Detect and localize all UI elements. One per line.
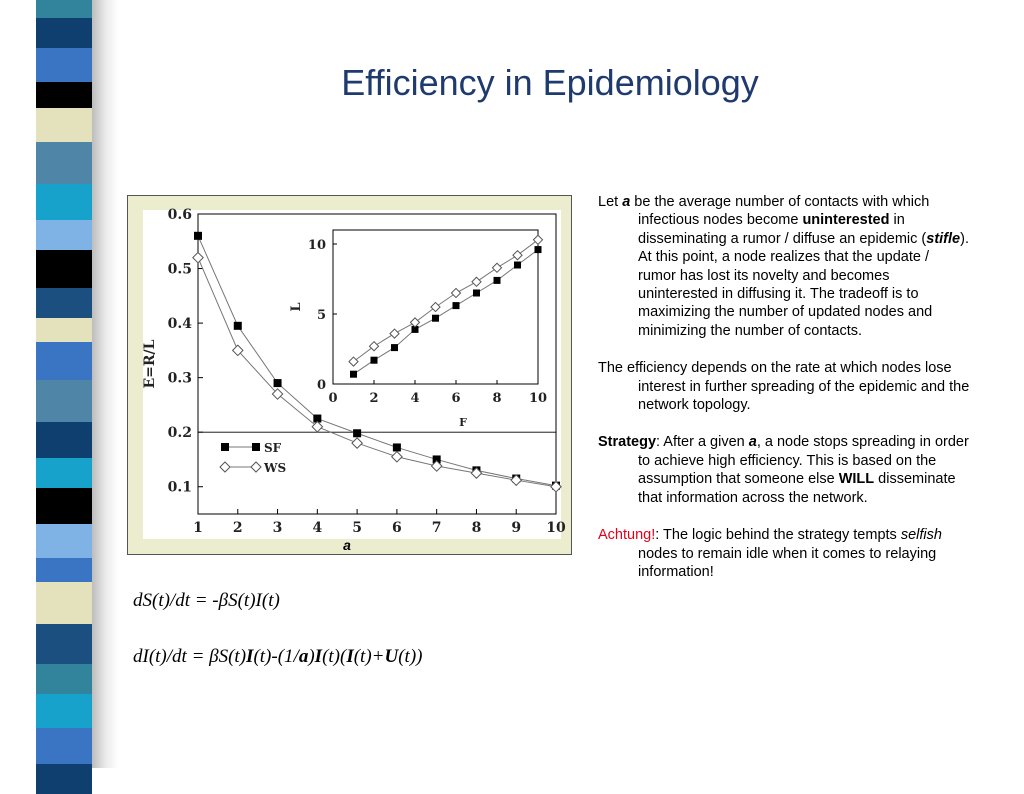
x-tick-label: 4 [312, 520, 323, 536]
y-tick-label: 0.4 [167, 316, 192, 333]
x-tick-label: 10 [546, 520, 566, 536]
legend-marker-SF [221, 443, 229, 451]
stripe-segment [36, 582, 92, 624]
inset-x-tick-label: 4 [410, 391, 420, 406]
stripe-segment [36, 764, 92, 794]
eq2-part: (t)+ [353, 646, 385, 667]
inset-x-tick-label: 2 [369, 391, 379, 406]
y-tick-label: 0.2 [167, 425, 192, 442]
stripe-segment [36, 458, 92, 488]
stripe-segment [36, 728, 92, 764]
x-tick-label: 6 [392, 520, 402, 536]
data-point-SF [371, 357, 378, 364]
chart-panel [127, 195, 572, 555]
data-point-SF [393, 443, 401, 451]
stripe-segment [36, 342, 92, 380]
data-point-SF [514, 262, 521, 269]
data-point-SF [353, 429, 361, 437]
eq2-bold-u: U [384, 646, 399, 667]
data-point-SF [350, 371, 357, 378]
inset-x-tick-label: 0 [328, 391, 338, 406]
x-tick-label: 2 [232, 520, 243, 536]
data-point-SF [453, 302, 460, 309]
stripe-shadow [92, 0, 118, 768]
data-point-SF [432, 315, 439, 322]
y-tick-label: 0.1 [167, 479, 192, 496]
stripe-segment [36, 82, 92, 108]
slide-title: Efficiency in Epidemiology [341, 62, 759, 103]
stripe-segment [36, 524, 92, 558]
inset-x-tick-label: 8 [492, 391, 502, 406]
x-tick-label: 9 [511, 520, 522, 536]
paragraph-efficiency: The efficiency depends on the rate at which nodes lose interest in further spreading of the epidemic and the network topology. [598, 360, 970, 414]
text-run: : The logic behind the strategy tempts [655, 527, 901, 544]
eq2-part: dI(t)/dt = βS(t) [133, 646, 247, 667]
inset-y-tick-label: 0 [316, 378, 326, 393]
inset-y-tick-label: 10 [307, 238, 326, 253]
text-run: disseminate that information across the network. [638, 471, 956, 506]
y-axis-label: E=R/L [142, 339, 158, 389]
eq2-part: (t)( [322, 646, 347, 667]
inset-x-axis-label: F [459, 416, 467, 429]
inset-y-axis-label: L [289, 302, 304, 312]
inset-y-tick-label: 5 [316, 308, 326, 323]
y-tick-label: 0.5 [167, 261, 192, 278]
stripe-segment [36, 18, 92, 48]
inset-x-tick-label: 10 [528, 391, 548, 406]
stripe-segment [36, 488, 92, 524]
y-tick-label: 0.3 [167, 370, 192, 387]
x-tick-label: 8 [471, 520, 482, 536]
text-run: , a node stops spreading in order to achieve high efficiency. This is based on the assumption that someone else [638, 434, 969, 488]
x-tick-label: 7 [431, 520, 442, 536]
x-tick-label: 3 [272, 520, 283, 536]
stripe-segment [36, 48, 92, 82]
decorative-stripe-bar [36, 0, 92, 768]
y-tick-label: 0.6 [167, 207, 192, 223]
stripe-segment [36, 108, 92, 142]
stripe-segment [36, 318, 92, 342]
stripe-segment [36, 422, 92, 458]
stripe-segment [36, 220, 92, 250]
x-tick-label: 1 [193, 520, 203, 536]
stripe-segment [36, 142, 92, 184]
stripe-segment [36, 250, 92, 288]
eq2-bold-a: a [298, 646, 309, 667]
data-point-SF [494, 277, 501, 284]
stripe-segment [36, 664, 92, 694]
stripe-segment [36, 558, 92, 582]
stripe-segment [36, 624, 92, 664]
eq2-bold-i: I [346, 646, 354, 667]
paragraph-definition [598, 193, 970, 340]
data-point-SF [194, 232, 202, 240]
text-run: be the average number of contacts with which infectious nodes become [630, 194, 930, 229]
text-run: in disseminating a rumor / diffuse an epidemic ( [638, 212, 927, 247]
text-run: : After a given [656, 434, 749, 451]
stripe-segment [36, 0, 92, 18]
paragraph-strategy [598, 433, 970, 507]
data-point-SF [535, 246, 542, 253]
data-point-SF [234, 322, 242, 330]
stripe-segment [36, 184, 92, 220]
term-stifle: stifle [926, 230, 961, 247]
text-run: nodes to remain idle when it comes to relaying information! [638, 545, 937, 580]
paragraph-achtung [598, 526, 970, 581]
x-axis-label: a [343, 537, 351, 553]
eq2-bold-i: I [246, 646, 254, 667]
text-column [598, 193, 970, 600]
x-tick-label: 5 [352, 520, 362, 536]
data-point-SF [473, 290, 480, 297]
text-run: Let [598, 194, 623, 210]
equation-di-dt [133, 646, 423, 668]
eq2-part: (t)-(1/ [253, 646, 299, 667]
symbol-a: a [748, 434, 757, 451]
eq2-part: ) [308, 646, 315, 667]
legend-label: SF [264, 441, 282, 455]
term-uninterested: uninterested [802, 212, 890, 229]
term-will: WILL [838, 471, 875, 488]
term-strategy: Strategy [598, 434, 657, 451]
eq2-bold-i: I [314, 646, 323, 667]
equation-ds-dt: dS(t)/dt = -βS(t)I(t) [133, 590, 280, 611]
inset-x-tick-label: 6 [451, 391, 461, 406]
stripe-segment [36, 694, 92, 728]
term-achtung: Achtung! [598, 527, 656, 544]
stripe-segment [36, 380, 92, 422]
text-run: ). At this point, a node realizes that the update / rumor has lost its novelty and becomes uninterested in diffusing it. The tradeoff is to maximizing the number of updated nodes and minimizing the number of contacts. [638, 230, 969, 339]
efficiency-chart [128, 196, 571, 554]
symbol-a: a [622, 194, 631, 210]
legend-marker-SF [252, 443, 260, 451]
data-point-SF [391, 344, 398, 351]
term-selfish: selfish [900, 527, 942, 544]
legend-label: WS [264, 461, 287, 475]
stripe-segment [36, 288, 92, 318]
eq2-part: (t)) [398, 646, 423, 667]
data-point-SF [274, 379, 282, 387]
